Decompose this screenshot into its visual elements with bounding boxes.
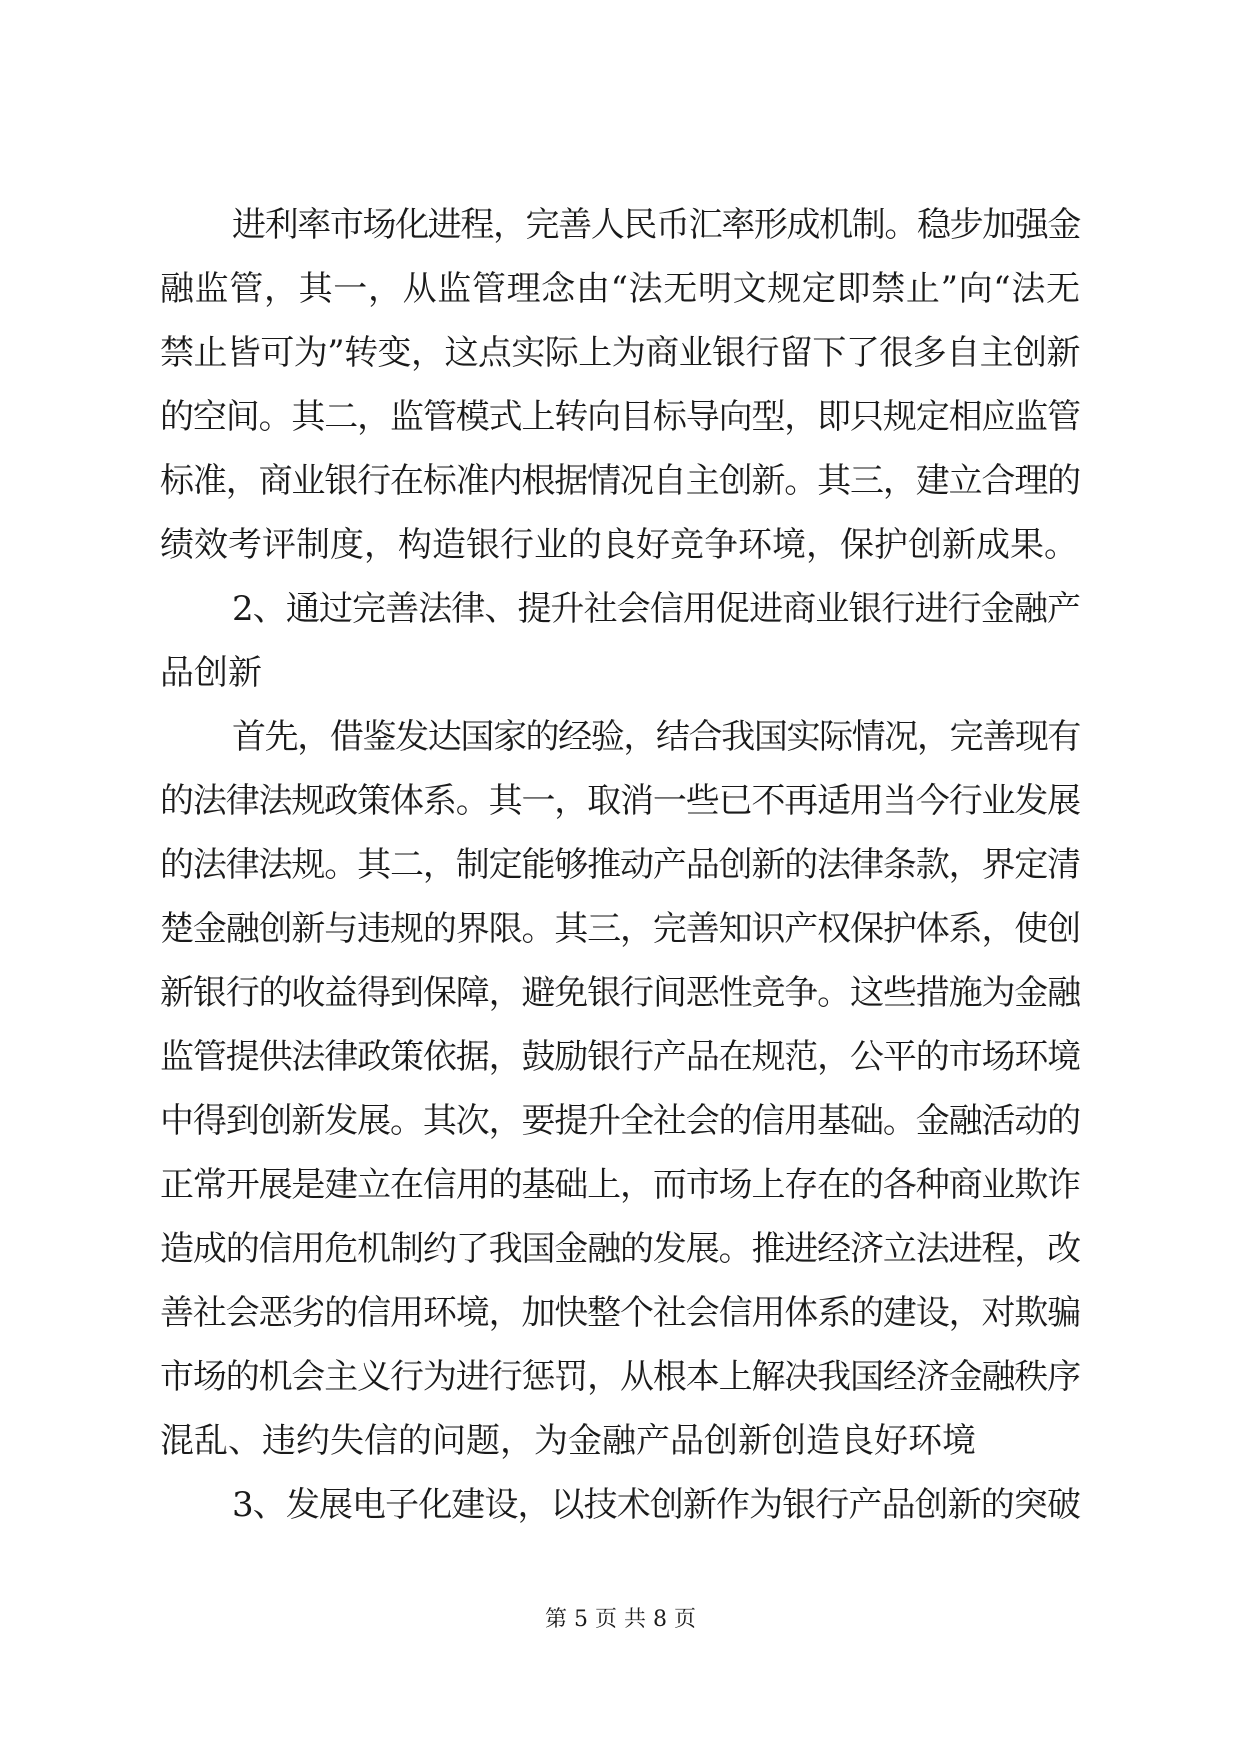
text-line: 楚金融创新与违规的界限。其三，完善知识产权保护体系，使创 [160,909,1080,949]
text-line: 禁止皆可为”转变，这点实际上为商业银行留下了很多自主创新 [160,333,1080,373]
text-line: 市场的机会主义行为进行惩罚，从根本上解决我国经济金融秩序 [160,1357,1080,1397]
text-line: 融监管，其一，从监管理念由“法无明文规定即禁止”向“法无 [160,269,1080,309]
section-heading-line: 2、通过完善法律、提升社会信用促进商业银行进行金融产 [232,589,1080,629]
text-line: 新银行的收益得到保障，避免银行间恶性竞争。这些措施为金融 [160,973,1080,1013]
text-line: 善社会恶劣的信用环境，加快整个社会信用体系的建设，对欺骗 [160,1293,1080,1333]
text-line: 中得到创新发展。其次，要提升全社会的信用基础。金融活动的 [160,1101,1080,1141]
text-line: 监管提供法律政策依据，鼓励银行产品在规范，公平的市场环境 [160,1037,1080,1077]
text-line: 进利率市场化进程，完善人民币汇率形成机制。稳步加强金 [232,205,1080,245]
text-line: 绩效考评制度，构造银行业的良好竞争环境，保护创新成果。 [160,525,1078,565]
page-number-footer: 第 5 页 共 8 页 [545,1607,696,1632]
section-heading-line: 3、发展电子化建设，以技术创新作为银行产品创新的突破 [232,1485,1080,1525]
text-line: 的法律法规。其二，制定能够推动产品创新的法律条款，界定清 [160,845,1080,885]
text-line: 的空间。其二，监管模式上转向目标导向型，即只规定相应监管 [160,397,1080,437]
text-line: 标准，商业银行在标准内根据情况自主创新。其三，建立合理的 [160,461,1080,501]
text-line: 的法律法规政策体系。其一，取消一些已不再适用当今行业发展 [160,781,1080,821]
text-line: 首先，借鉴发达国家的经验，结合我国实际情况，完善现有 [232,717,1080,757]
text-line: 混乱、违约失信的问题，为金融产品创新创造良好环境 [160,1421,976,1461]
section-heading-line: 品创新 [160,653,262,693]
text-line: 正常开展是建立在信用的基础上，而市场上存在的各种商业欺诈 [160,1165,1080,1205]
text-line: 造成的信用危机制约了我国金融的发展。推进经济立法进程，改 [160,1229,1080,1269]
